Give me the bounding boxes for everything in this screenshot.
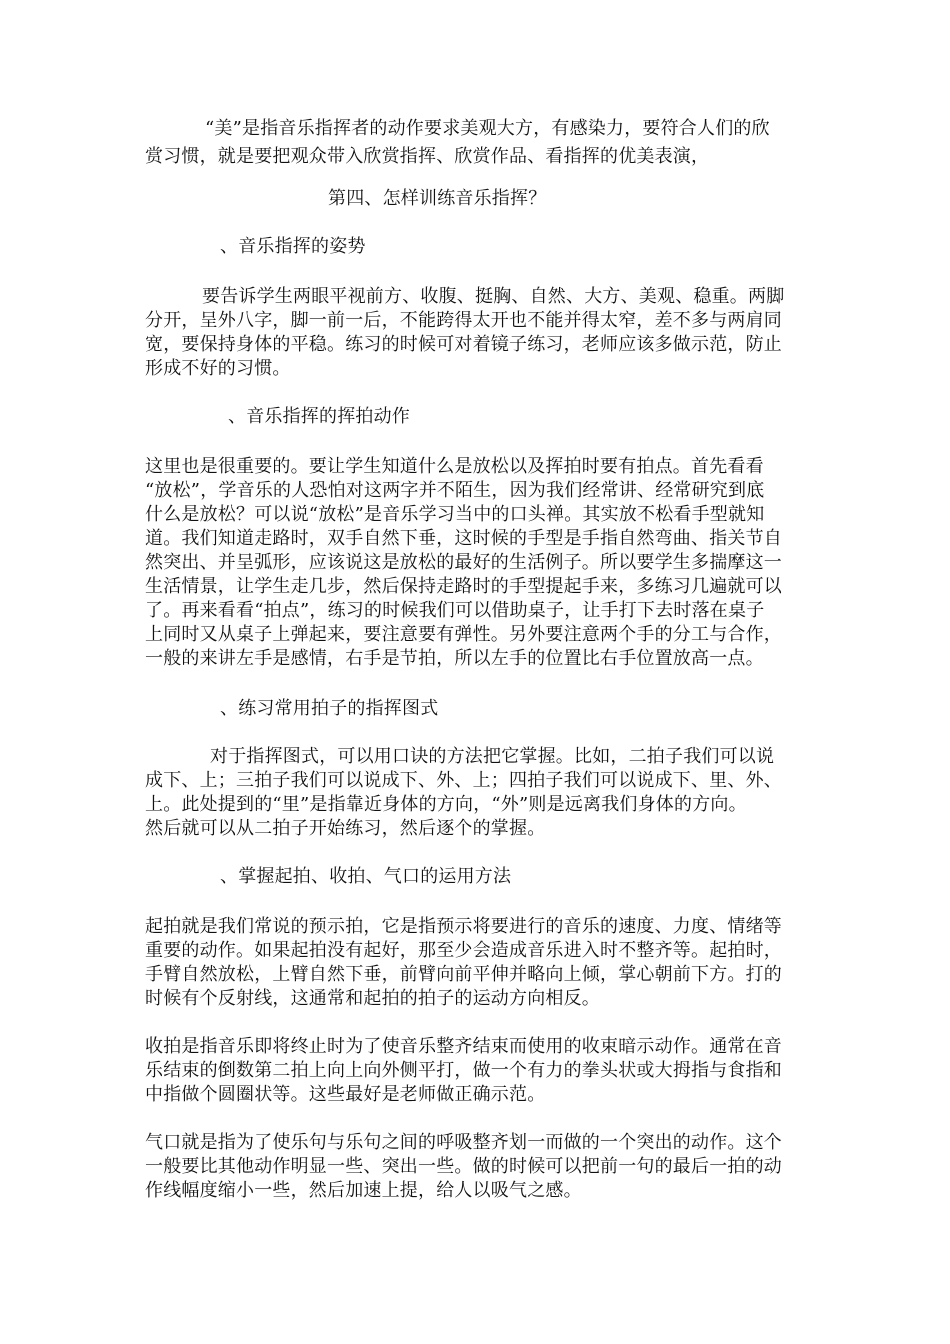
cutoff-line-1: 收拍是指音乐即将终止时为了使音乐整齐结束而使用的收束暗示动作。通常在音 [145,1036,782,1057]
upbeat-line-1: 起拍就是我们常说的预示拍，它是指预示将要进行的音乐的速度、力度、情绪等 [145,916,782,937]
patterns-line-4: 然后就可以从二拍子开始练习，然后逐个的掌握。 [145,818,546,839]
patterns-line-1: 对于指挥图式，可以用口诀的方法把它掌握。比如，二拍子我们可以说 [210,746,775,767]
beat-motion-line-3: 什么是放松？可以说“放松”是音乐学习当中的口头禅。其实放不松看手型就知 [145,504,765,525]
subheading-beat-motion: 、音乐指挥的挥拍动作 [228,406,410,427]
beat-motion-line-1: 这里也是很重要的。要让学生知道什么是放松以及挥拍时要有拍点。首先看看 [145,456,764,477]
beat-motion-line-9: 一般的来讲左手是感情，右手是节拍，所以左手的位置比右手位置放高一点。 [145,648,764,669]
upbeat-line-4: 时候有个反射线，这通常和起拍的拍子的运动方向相反。 [145,988,600,1009]
intro-line-1: “美”是指音乐指挥者的动作要求美观大方，有感染力，要符合人们的欣 [205,118,770,139]
posture-line-2: 分开，呈外八字，脚一前一后，不能跨得太开也不能并得太窄，差不多与两肩同 [145,310,782,331]
beat-motion-line-8: 上同时又从桌子上弹起来，要注意要有弹性。另外要注意两个手的分工与合作， [145,624,782,645]
beat-motion-line-2: “放松”，学音乐的人恐怕对这两字并不陌生，因为我们经常讲、经常研究到底 [145,480,765,501]
posture-line-1: 要告诉学生两眼平视前方、收腹、挺胸、自然、大方、美观、稳重。两脚 [202,286,785,307]
breath-line-2: 一般要比其他动作明显一些、突出一些。做的时候可以把前一句的最后一拍的动 [145,1156,782,1177]
beat-motion-line-5: 然突出、并呈弧形，应该说这是放松的最好的生活例子。所以要学生多揣摩这一 [145,552,782,573]
cutoff-line-2: 乐结束的倒数第二拍上向上向外侧平打，做一个有力的拳头状或大拇指与食指和 [145,1060,782,1081]
intro-line-2: 赏习惯，就是要把观众带入欣赏指挥、欣赏作品、看指挥的优美表演， [145,146,710,167]
beat-motion-line-6: 生活情景，让学生走几步，然后保持走路时的手型提起手来，多练习几遍就可以 [145,576,782,597]
patterns-line-2: 成下、上；三拍子我们可以说成下、外、上；四拍子我们可以说成下、里、外、 [145,770,782,791]
breath-line-3: 作线幅度缩小一些，然后加速上提，给人以吸气之感。 [145,1180,582,1201]
beat-motion-line-7: 了。再来看看“拍点”，练习的时候我们可以借助桌子，让手打下去时落在桌子 [145,600,765,621]
subheading-posture: 、音乐指挥的姿势 [220,236,366,257]
section-heading: 第四、怎样训练音乐指挥？ [328,188,547,209]
patterns-line-3: 上。此处提到的“里”是指靠近身体的方向，“外”则是远离我们身体的方向。 [145,794,747,815]
posture-line-3: 宽，要保持身体的平稳。练习的时候可对着镜子练习，老师应该多做示范，防止 [145,334,782,355]
subheading-preparatory: 、掌握起拍、收拍、气口的运用方法 [220,866,512,887]
upbeat-line-3: 手臂自然放松，上臂自然下垂，前臂向前平伸并略向上倾，掌心朝前下方。打的 [145,964,782,985]
breath-line-1: 气口就是指为了使乐句与乐句之间的呼吸整齐划一而做的一个突出的动作。这个 [145,1132,782,1153]
posture-line-4: 形成不好的习惯。 [145,358,291,379]
subheading-patterns: 、练习常用拍子的指挥图式 [220,698,439,719]
cutoff-line-3: 中指做个圆圈状等。这些最好是老师做正确示范。 [145,1084,546,1105]
beat-motion-line-4: 道。我们知道走路时，双手自然下垂，这时候的手型是手指自然弯曲、指关节自 [145,528,782,549]
upbeat-line-2: 重要的动作。如果起拍没有起好，那至少会造成音乐进入时不整齐等。起拍时， [145,940,782,961]
